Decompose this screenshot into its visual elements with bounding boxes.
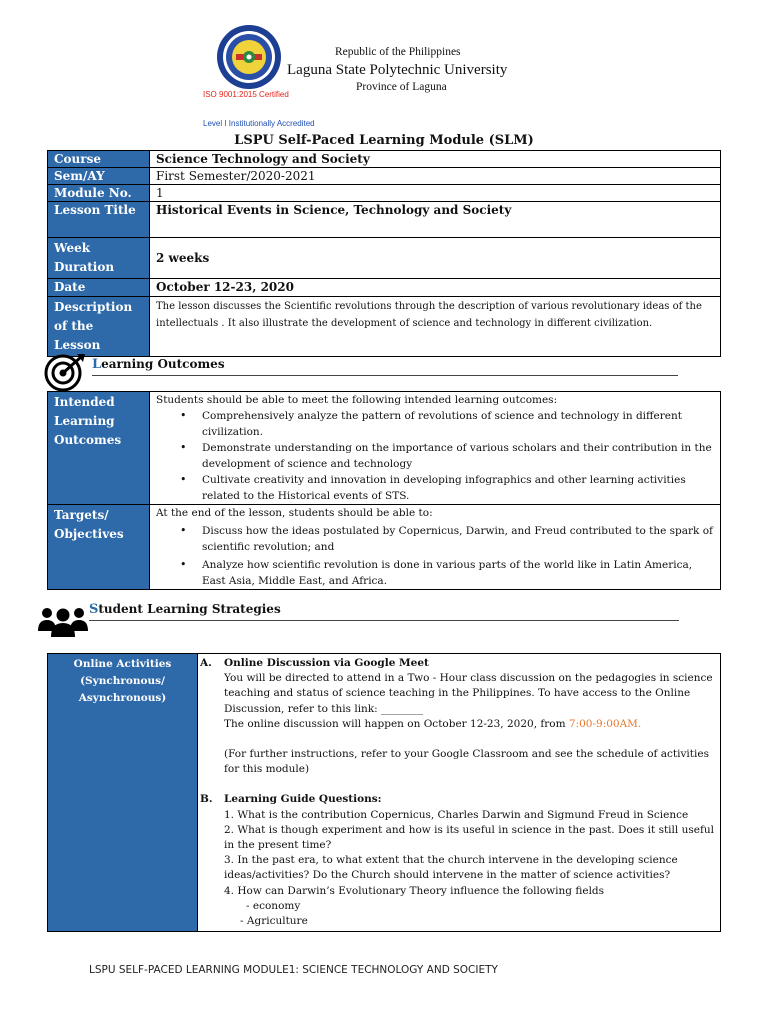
activities-table	[47, 653, 721, 932]
section-b-heading	[200, 792, 714, 807]
list-item: • Analyze how scientific revolution is done in various parts of the world like in Latin America, East Asia, Middle East, and Africa.	[156, 557, 714, 589]
description-label: Description of the Lesson	[48, 297, 150, 357]
field-item: - Agriculture	[240, 915, 308, 928]
page-footer: LSPU SELF-PACED LEARNING MODULE1: SCIENCE TECHNOLOGY AND SOCIETY	[89, 964, 498, 976]
section-b-title: Learning Guide Questions:	[224, 793, 382, 806]
section-b-letter: B.	[200, 793, 213, 806]
online-activities-label-line: (Synchronous/	[80, 675, 165, 687]
week-value: 2 weeks	[150, 238, 721, 279]
lesson-label: Lesson Title	[48, 202, 150, 238]
section-a-time-prefix: The online discussion will happen on October 12-23, 2020, from	[224, 717, 569, 730]
intended-outcomes-label: Intended Learning Outcomes	[48, 392, 150, 505]
date-value: October 12-23, 2020	[150, 279, 721, 297]
list-item: • Discuss how the ideas postulated by Copernicus, Darwin, and Freud contributed to the spark of scientific revolution; and	[156, 523, 714, 555]
list-item: • Demonstrate understanding on the importance of various scholars and their contribution in the development of science and technology	[156, 440, 714, 472]
course-label: Course	[48, 151, 150, 168]
list-item: • Cultivate creativity and innovation in developing infographics and other learning activities related to the Historical events of STS.	[156, 472, 714, 504]
republic-text: Republic of the Philippines	[335, 46, 461, 58]
learning-outcomes-heading	[92, 357, 225, 372]
section-a-text: You will be directed to attend in a Two - Hour class discussion on the pedagogies in science teaching and status of science teaching in the Philippines. To have access to the Online Discussion, refer to this link: ________	[224, 672, 713, 715]
strategies-heading	[89, 602, 281, 617]
section-a-note: (For further instructions, refer to your Google Classroom and see the schedule of activities for this module)	[224, 748, 709, 776]
week-label: Week Duration	[48, 238, 150, 279]
targets-list	[156, 523, 714, 589]
question-item: 3. In the past era, to what extent that the church intervene in the developing science ideas/activities? Do the Church should intervene in the matter of science activities?	[224, 854, 678, 882]
field-item: - economy	[246, 899, 301, 912]
sem-label: Sem/AY	[48, 168, 150, 185]
students-group-icon	[37, 603, 89, 637]
course-value: Science Technology and Society	[150, 151, 721, 168]
learning-outcomes-heading-initial: L	[92, 357, 102, 372]
iso-certification: ISO 9001:2015 Certified	[203, 90, 289, 99]
section-a-letter: A.	[200, 657, 212, 669]
description-value: The lesson discusses the Scientific revolutions through the description of various revolutionary ideas of the intellectuals . It also illustrate the development of science and technology in different civilization.	[150, 297, 721, 357]
province-text: Province of Laguna	[356, 81, 447, 93]
intended-outcomes-list	[156, 408, 714, 504]
question-item: 4. How can Darwin’s Evolutionary Theory influence the following fields	[224, 884, 605, 897]
module-value: 1	[150, 185, 721, 202]
sem-value: First Semester/2020-2021	[150, 168, 721, 185]
strategies-rule	[89, 620, 679, 621]
university-seal-icon	[216, 24, 282, 90]
list-item: • Comprehensively analyze the pattern of revolutions of science and technology in different civilization.	[156, 408, 714, 440]
module-title: LSPU Self-Paced Learning Module (SLM)	[234, 133, 534, 148]
section-a-title: Online Discussion via Google Meet	[224, 657, 429, 669]
online-activities-label	[48, 654, 198, 932]
strategies-heading-initial: S	[89, 602, 99, 617]
intended-outcomes-intro: Students should be able to meet the following intended learning outcomes:	[156, 394, 558, 406]
question-item: 1. What is the contribution Copernicus, Charles Darwin and Sigmund Freud in Science	[224, 808, 689, 821]
online-activities-label-line: Asynchronous)	[78, 692, 167, 704]
lesson-value: Historical Events in Science, Technology and Society	[150, 202, 721, 238]
target-icon	[43, 352, 87, 392]
activities-cell	[198, 654, 721, 932]
section-a-time-value: 7:00-9:00AM.	[568, 717, 642, 730]
section-a-time	[224, 717, 714, 732]
targets-intro: At the end of the lesson, students should be able to:	[156, 507, 433, 519]
accreditation-text: Level I Institutionally Accredited	[203, 119, 315, 128]
course-info-table	[47, 150, 721, 357]
strategies-heading-rest: tudent Learning Strategies	[98, 602, 281, 616]
learning-outcomes-table	[47, 391, 721, 590]
question-item: 2. What is though experiment and how is its useful in science in the past. Does it still useful in the present time?	[224, 823, 714, 852]
section-a-heading	[200, 656, 714, 671]
learning-outcomes-heading-rest: earning Outcomes	[101, 357, 225, 371]
date-label: Date	[48, 279, 150, 297]
intended-outcomes-cell	[150, 392, 721, 505]
learning-outcomes-rule	[92, 375, 678, 376]
module-label: Module No.	[48, 185, 150, 202]
targets-label: Targets/ Objectives	[48, 505, 150, 590]
targets-cell	[150, 505, 721, 590]
online-activities-label-line: Online Activities	[73, 658, 172, 670]
university-name: Laguna State Polytechnic University	[287, 62, 508, 78]
